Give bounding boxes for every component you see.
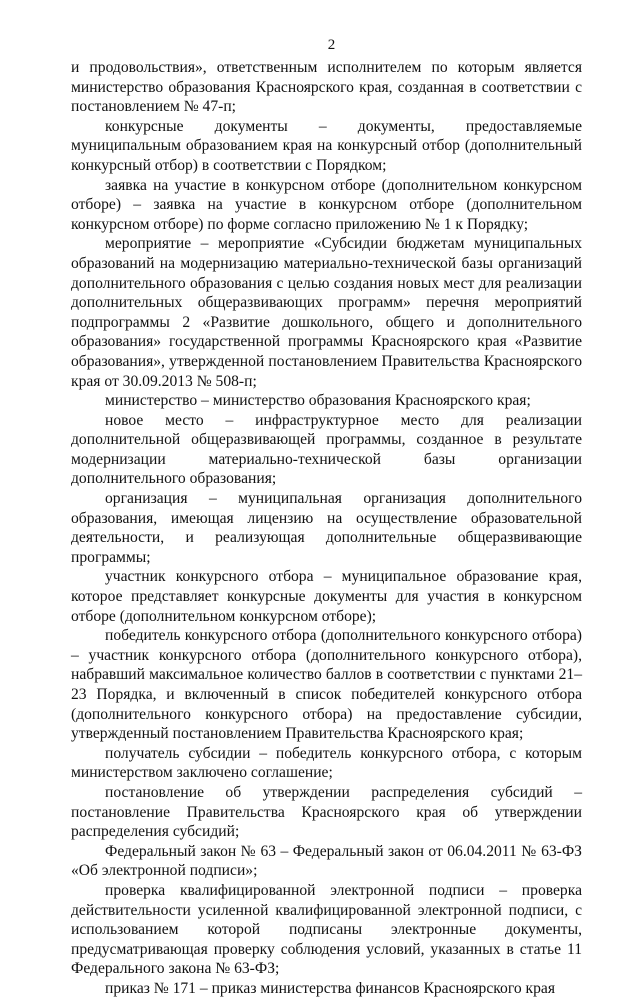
paragraph-order-171: приказ № 171 – приказ министерства финансов Красноярского края [105, 979, 556, 997]
paragraph-winner: победитель конкурсного отбора (дополнительного конкурсного отбора) – участник конкурсного отбора (дополнительного конкурсного отбора), набравший максимальное количество баллов в соответствии с пунктами 21–23 Порядка, и включенный в список победителей конкурсного отбора (дополнительного конкурсного отбора) на предоставление субсидии, утвержденный постановлением Правительства Красноярского края; [71, 627, 582, 743]
paragraph-subsidy-recipient: получатель субсидии – победитель конкурсного отбора, с которым министерством заключено соглашение; [71, 744, 582, 782]
paragraph-ministry: министерство – министерство образования Красноярского края; [105, 392, 531, 410]
page-number: 2 [327, 37, 336, 53]
paragraph-new-place: новое место – инфраструктурное место для реализации дополнительной общеразвивающей программы, созданное в результате модернизации материально-технической базы организации дополнительного образования; [71, 411, 582, 488]
paragraph-application: заявка на участие в конкурсном отборе (дополнительном конкурсном отборе) – заявка на участие в конкурсном отборе (дополнительном конкурсном отборе) по форме согласно приложению № 1 к Порядку; [71, 176, 582, 233]
paragraph-distribution-resolution: постановление об утверждении распределения субсидий – постановление Правительства Красноярского края об утверждении распределения субсидий; [71, 783, 582, 841]
paragraph-program-continuation: и продовольствия», ответственным исполнителем по которым является министерство образования Красноярского края, созданная в соответствии с постановлением № 47-п; [71, 59, 582, 116]
paragraph-participant: участник конкурсного отбора – муниципальное образование края, которое представляет конкурсные документы для участия в конкурсном отборе (дополнительном конкурсном отборе); [71, 568, 582, 625]
paragraph-competition-documents: конкурсные документы – документы, предоставляемые муниципальным образованием края на конкурсный отбор (дополнительный конкурсный отбор) в соответствии с Порядком; [71, 117, 582, 174]
paragraph-federal-law: Федеральный закон № 63 – Федеральный закон от 06.04.2011 № 63-ФЗ «Об электронной подписи»; [71, 842, 582, 880]
paragraph-organization: организация – муниципальная организация дополнительного образования, имеющая лицензию на осуществление образовательной деятельности, и реализующая дополнительные общеразвивающие программы; [71, 490, 582, 566]
paragraph-measure: мероприятие – мероприятие «Субсидии бюджетам муниципальных образований на модернизацию материально-технической базы организаций дополнительного образования с целью создания новых мест для реализации дополнительных общеразвивающих программ» перечня мероприятий подпрограммы 2 «Развитие дошкольного, общего и дополнительного образования» государственной программы Красноярского края «Развитие образования», утвержденной постановлением Правительства Красноярского края от 30.09.2013 № 508-п; [71, 235, 582, 390]
paragraph-signature-verification: проверка квалифицированной электронной подписи – проверка действительности усиленной квалифицированной электронной подписи, с использованием которой подписаны электронные документы, предусматривающая проверку соблюдения условий, указанных в статье 11 Федерального закона № 63-ФЗ; [71, 881, 582, 978]
